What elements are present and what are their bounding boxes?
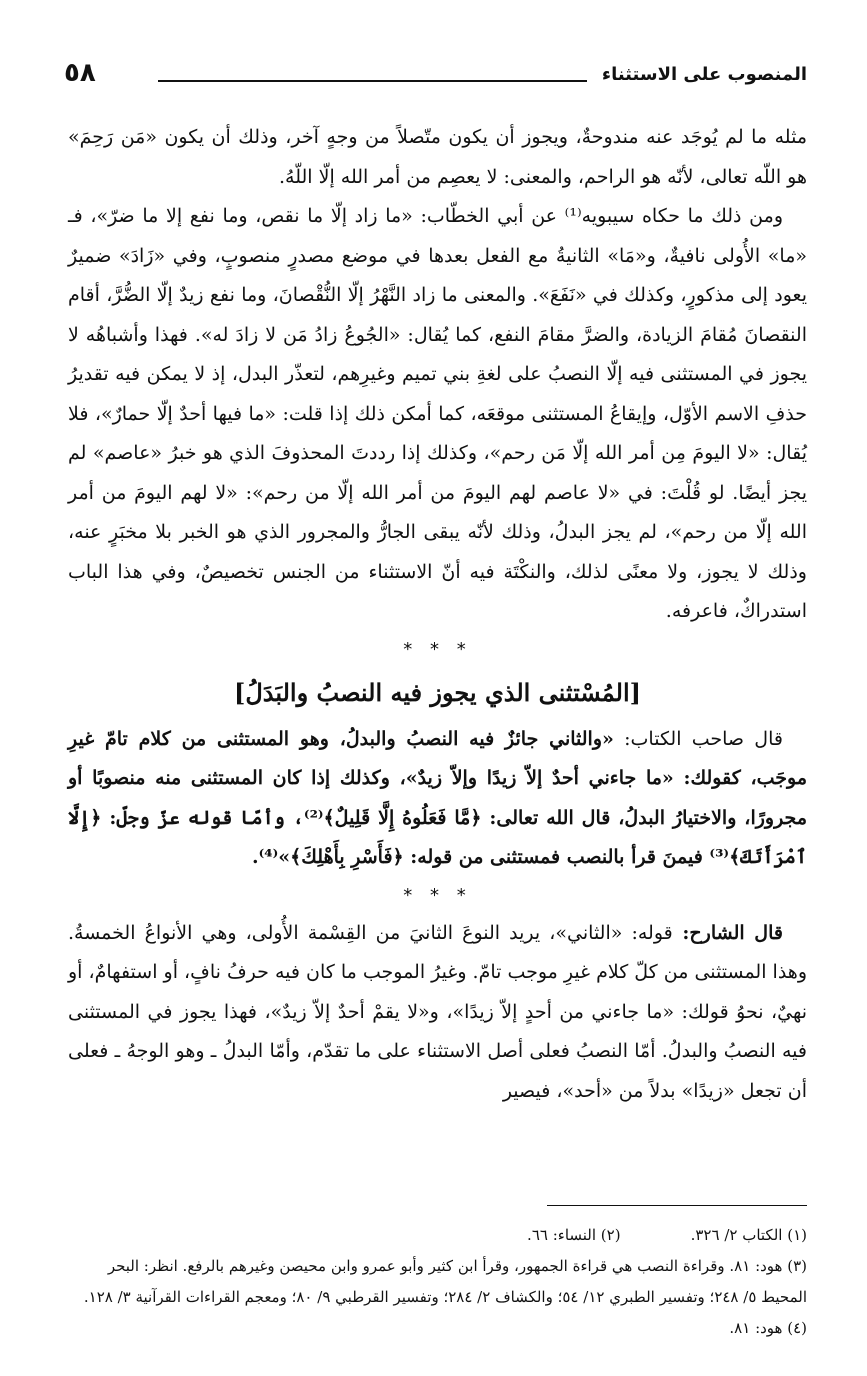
section-separator: * * * bbox=[403, 884, 472, 906]
paragraph: ومن ذلك ما حكاه سيبويه⁽¹⁾ عن أبي الخطّاب: «ما زاد إلّا ما نقص، وما نفع إلا ما ضرّ»، فـ «ما» الأُولى نافيةٌ، و«مَا» الثانيةُ مع الفعل بعدها في موضع مصدرٍ منصوبٍ، وفي «زَادَ» ضميرٌ يعود إلى مذكورٍ، وكذلك في «نَفَعَ». والمعنى ما زاد النَّهْرُ إلّا النُّقْصانَ، وما نفع زيدٌ إلّا الضُّرَّ، أقام النقصانَ مُقامَ الزيادة، والضرَّ مقامَ النفع، كما يُقال: «الجُوعُ زادُ مَن لا زادَ له». فهذا وأشباهُه لا يجوز في المستثنى فيه إلّا النصبُ على لغةِ بني تميم وغيرِهم، لتعذّر البدل، إذ لا يمكن فيه تقديرُ حذفِ الاسم الأوّل، وإيقاعُ المستثنى موقعَه، كما أمكن ذلك إذا قلت: «ما فيها أحدٌ إلّا حمارٌ»، فلا يُقال: «لا اليومَ مِن أمر الله إلّا مَن رحم»، وكذلك إذا رددتَ المحذوفَ الذي هو خبرُ «عاصم» لم يجز أيضًا. لو قُلْتَ: في «لا عاصم لهم اليومَ من أمر الله إلّا من رحم»: «لا لهم اليومَ من أمر الله إلّا من رحم»، لم يجز البدلُ، وذلك لأنّه يبقى الجارُّ والمجرور الذي هو الخبر بلا مخبَرٍ عنه، وذلك لا يجوز، ولا معنًى لذلك، والنكْتَة فيه أنّ الاستثناء من الجنس تخصيصٌ، وفي هذا الباب استدراكٌ، فاعرفه. bbox=[68, 205, 807, 622]
main-text bbox=[68, 118, 807, 1111]
commentary-paragraph bbox=[68, 914, 807, 1112]
running-header bbox=[40, 58, 827, 94]
footnote-3: (٣) هود: ٨١. وقراءة النصب هي قراءة الجمهور، وقرأ ابن كثير وأبو عمرو وابن محيصن وغيرهم بالرفع. انظر: البحر المحيط ٥/ ٢٤٨؛ وتفسير الطبري ١٢/ ٥٤؛ والكشاف ٢/ ٢٨٤؛ وتفسير القرطبي ٩/ ٨٠؛ ومعجم القراءات القرآنية ٣/ ١٢٨. bbox=[83, 1257, 807, 1306]
footnote-row bbox=[68, 1220, 807, 1251]
author-quote: «والثاني جائزٌ فيه النصبُ والبدلُ، وهو المستثنى من كلام تامّ غيرِ موجَب، كقولك: «ما جاءني أحدٌ إلاّ زيدًا وإلاّ زيدٌ»، وكذلك إذا كان المستثنى منه منصوبًا أو مجرورًا، والاختيارُ البدلُ، قال الله تعالى: ﴿مَّا فَعَلُوهُ إِلَّا قَلِيلٌ﴾⁽²⁾، وأمّا قوله عزّ وجلّ: ﴿إِلَّا ٱمْرَأَتَكَ﴾⁽³⁾ فيمنَ قرأ بالنصب فمستثنى من قوله: ﴿فَأَسْرِ بِأَهْلِكَ﴾»⁽⁴⁾. bbox=[68, 727, 807, 868]
footnote-2: (٢) النساء: ٦٦. bbox=[527, 1226, 621, 1244]
commentary-text: قوله: «الثاني»، يريد النوعَ الثانيَ من القِسْمة الأُولى، وهي الأنواعُ الخمسةُ. وهذا المستثنى من كلّ كلام غيرِ موجب تامّ. وغيرُ الموجب ما كان فيه حرفُ نافٍ، أو استفهامٌ، أو نهيٌ، نحوُ قولك: «ما جاءني من أحدٍ إلاّ زيدًا»، و«لا يقمْ أحدٌ إلاّ زيدٌ»، فهذا يجوز في المستثنى فيه النصبُ والبدلُ. أمّا النصبُ فعلى أصل الاستثناء على ما تقدّم، وأمّا البدلُ ـ وهو الوجهُ ـ فعلى أن تجعل «زيدًا» بدلاً من «أحد»، فيصير bbox=[68, 921, 807, 1102]
page-number: ٥٨ bbox=[64, 58, 96, 88]
paragraph: مثله ما لم يُوجَد عنه مندوحةٌ، ويجوز أن يكون متّصلاً من وجهٍ آخر، وذلك أن يكون «مَن رَحِمَ» هو اللّه تعالى، لأنّه هو الراحم، والمعنى: لا يعصِم من أمر الله إلّا اللّهُ. bbox=[68, 126, 807, 188]
footnote-4: (٤) هود: ٨١. bbox=[729, 1319, 807, 1337]
footnotes bbox=[68, 1220, 807, 1344]
quote-lead: قال صاحب الكتاب: bbox=[613, 727, 783, 750]
running-title: المنصوب على الاستثناء bbox=[601, 64, 807, 85]
header-rule bbox=[158, 80, 587, 82]
section-heading: [المُسْتثنى الذي يجوز فيه النصبُ والبَدَلُ] bbox=[233, 677, 642, 707]
footnote-rule bbox=[547, 1205, 807, 1206]
author-quote-paragraph bbox=[68, 720, 807, 878]
footnote-1: (١) الكتاب ٢/ ٣٢٦. bbox=[690, 1226, 807, 1244]
commentator-lead: قال الشارح: bbox=[672, 921, 783, 944]
section-separator: * * * bbox=[403, 638, 472, 660]
